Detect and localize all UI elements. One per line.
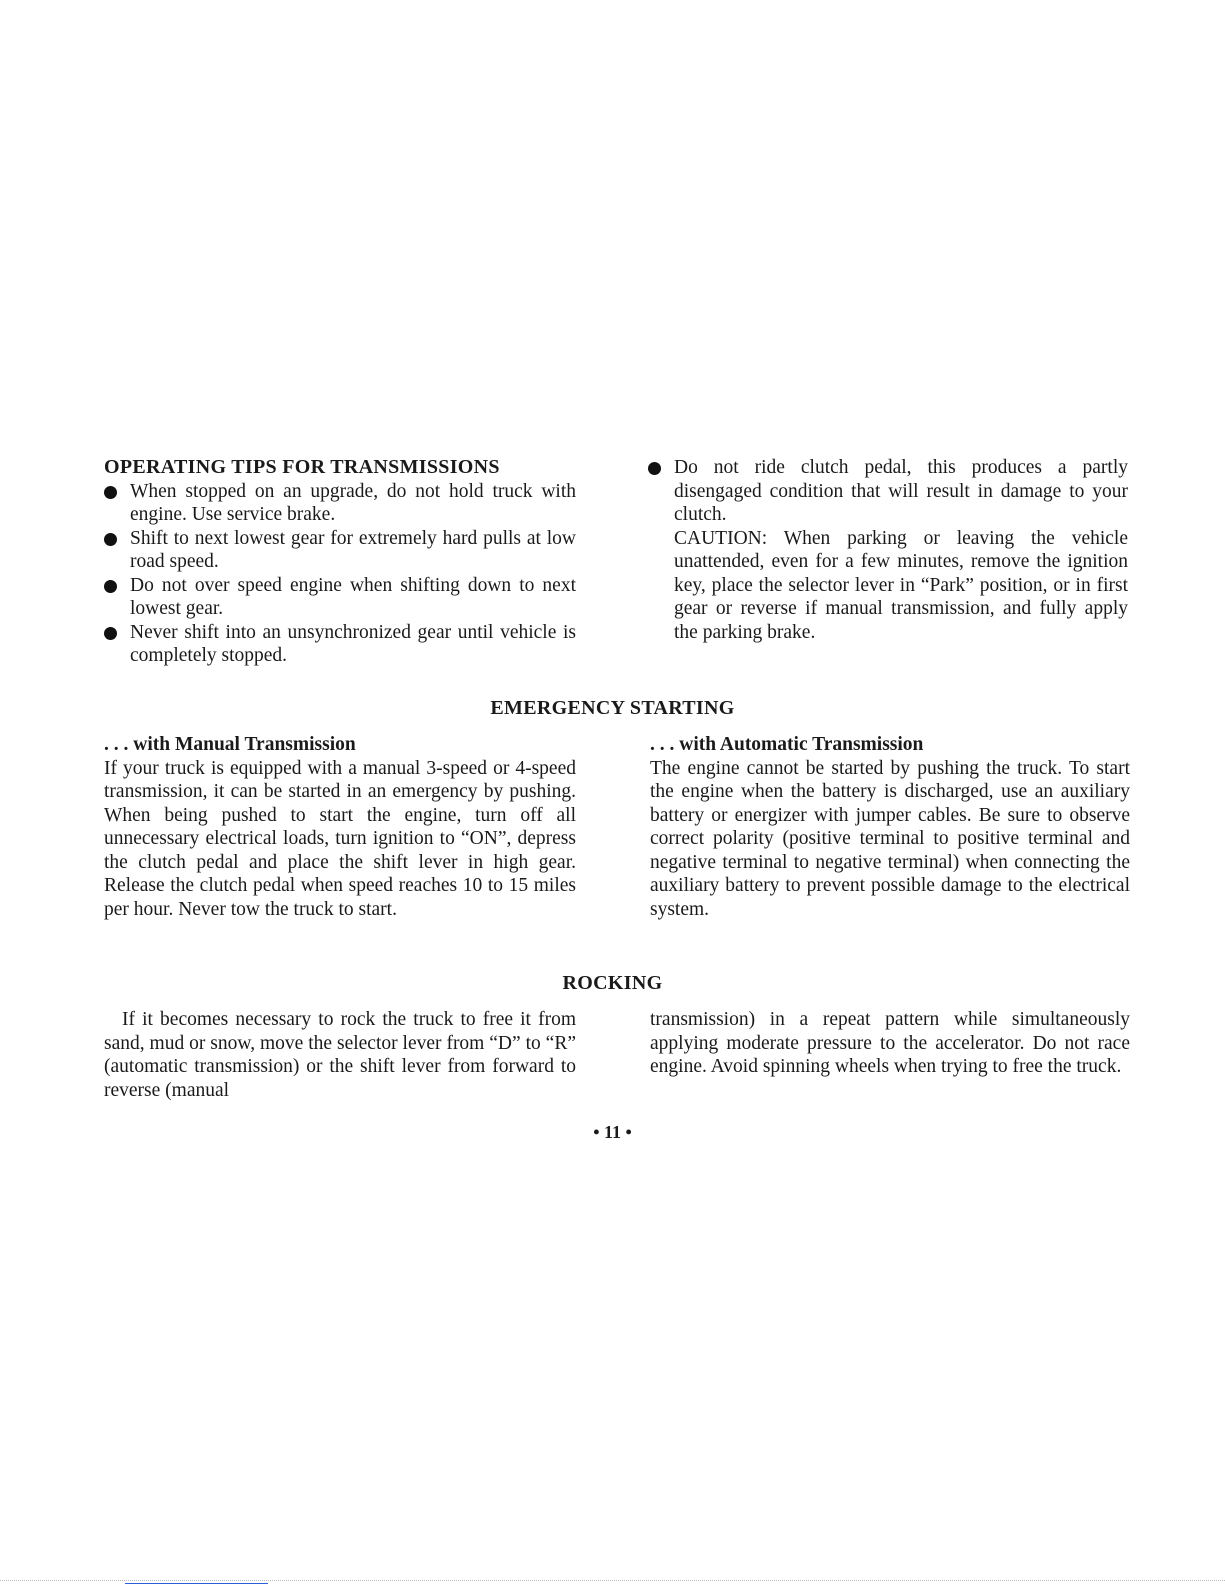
blue-underline (125, 1583, 268, 1584)
bullet-icon (104, 533, 117, 546)
tip-text: Never shift into an unsynchronized gear until vehicle is completely stopped. (130, 621, 576, 666)
rocking-right-column (650, 1008, 1130, 1079)
tip-item (104, 480, 576, 527)
bullet-icon (104, 627, 117, 640)
operating-tips-section (104, 456, 576, 668)
automatic-transmission-subheading: . . . with Automatic Transmission (650, 734, 924, 755)
bullet-icon (104, 486, 117, 499)
rocking-left-column (104, 1008, 576, 1102)
caution-text: CAUTION: When parking or leaving the vehicle unattended, even for a few minutes, remove the ignition key, place the selector lever in “Park” position, or in first gear or reverse if manual transmission, and fully apply the parking brake. (674, 527, 1128, 643)
rocking-text-right: transmission) in a repeat pattern while simultaneously applying moderate pressure to the accelerator. Do not race engine. Avoid spinning wheels when trying to free the truck. (650, 1009, 1130, 1077)
automatic-transmission-text: The engine cannot be started by pushing the truck. To start the engine when the battery is discharged, use an auxiliary battery or energizer with jumper cables. Be sure to observe correct polarity (positive terminal to positive terminal and negative terminal to negative terminal) when connecting the auxiliary battery to prevent possible damage to the electrical system. (650, 757, 1130, 920)
manual-transmission-section (104, 733, 576, 921)
tip-item (104, 527, 576, 574)
operating-tips-heading: OPERATING TIPS FOR TRANSMISSIONS (104, 456, 500, 478)
clutch-tip-section (648, 456, 1128, 644)
tip-item (648, 456, 1128, 527)
operating-tips-list (104, 480, 576, 668)
rocking-heading: ROCKING (562, 972, 663, 994)
bullet-icon (104, 580, 117, 593)
page-number: • 11 • (593, 1122, 632, 1142)
automatic-transmission-section (650, 733, 1130, 921)
emergency-starting-heading: EMERGENCY STARTING (490, 697, 735, 719)
clutch-tip-text: Do not ride clutch pedal, this produces a partly disengaged condition that will result in damage to your clutch. (674, 457, 1128, 525)
tip-text: Do not over speed engine when shifting down to next lowest gear. (130, 574, 576, 619)
bottom-divider (0, 1580, 1225, 1582)
bullet-icon (648, 462, 661, 475)
rocking-text-left: If it becomes necessary to rock the truck to free it from sand, mud or snow, move the selector lever from “D” to “R” (automatic transmission) or the shift lever from forward to reverse (manual (104, 1009, 576, 1101)
manual-transmission-subheading: . . . with Manual Transmission (104, 734, 356, 755)
manual-transmission-text: If your truck is equipped with a manual 3-speed or 4-speed transmission, it can be started in an emergency by pushing. When being pushed to start the engine, turn off all unnecessary electrical loads, turn ignition to “ON”, depress the clutch pedal and place the shift lever in high gear. Release the clutch pedal when speed reaches 10 to 15 miles per hour. Never tow the truck to start. (104, 757, 576, 920)
tip-item (104, 621, 576, 668)
clutch-tip-list (648, 456, 1128, 527)
tip-item (104, 574, 576, 621)
tip-text: Shift to next lowest gear for extremely hard pulls at low road speed. (130, 527, 576, 572)
tip-text: When stopped on an upgrade, do not hold truck with engine. Use service brake. (130, 480, 576, 525)
